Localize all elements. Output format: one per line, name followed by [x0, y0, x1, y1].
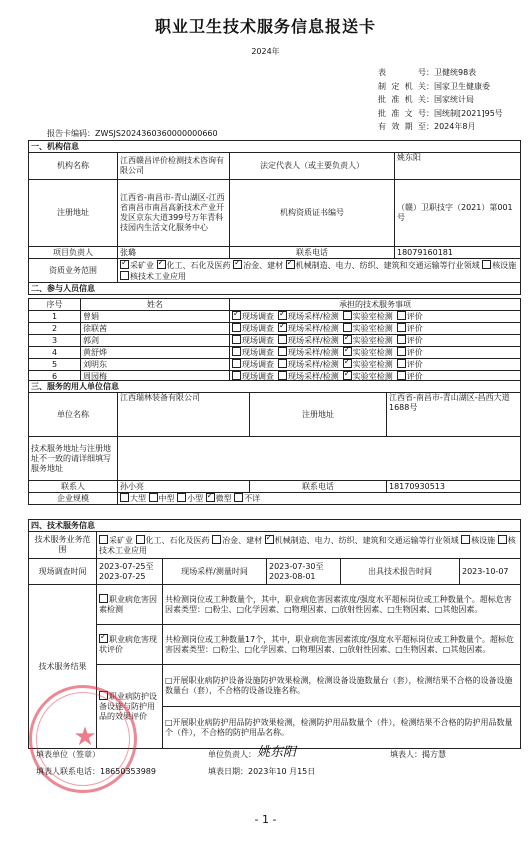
scope-item[interactable]: 冶金、建材 [212, 536, 262, 545]
task-label: 现场调查 [242, 336, 274, 345]
filler-row: 填表人：揭方慧 [390, 750, 446, 759]
person-no: 6 [29, 371, 81, 383]
checkbox[interactable] [343, 323, 352, 332]
people-row [29, 359, 521, 371]
checkbox[interactable] [397, 323, 406, 332]
person-name: 周园梅 [81, 371, 230, 383]
meta-row: 表 号：卫健统98表 [378, 68, 477, 77]
task-item[interactable] [278, 312, 339, 321]
report-label: 出具技术报告时间 [341, 559, 460, 585]
phone: 18079160181 [395, 247, 521, 259]
task-label: 评价 [406, 324, 423, 333]
task-label: 现场采样/检测 [288, 372, 339, 381]
task-item[interactable] [397, 336, 423, 345]
task-label: 现场调查 [242, 360, 274, 369]
cert-no: （赣）卫职技字（2021）第001号 [395, 180, 521, 247]
contact: 孙小亮 [118, 481, 250, 493]
checkbox[interactable] [397, 335, 406, 344]
task-item[interactable] [278, 336, 339, 345]
task-label: 实验室检测 [352, 348, 393, 357]
people-row [29, 347, 521, 359]
page-number: - 1 - [254, 813, 277, 826]
checkbox[interactable] [232, 323, 241, 332]
unit-addr-label: 注册地址 [250, 393, 387, 437]
phone-label: 联系电话 [230, 247, 395, 259]
person-name: 黄舒烨 [81, 347, 230, 359]
unit-addr: 江西省-南昌市-青山湖区-昌西大道1688号 [387, 393, 521, 437]
leader-label: 项目负责人 [29, 247, 118, 259]
checkbox[interactable] [232, 347, 241, 356]
service-scope-checkboxes [97, 532, 521, 559]
task-item[interactable] [397, 312, 423, 321]
person-name: 郭剑 [81, 335, 230, 347]
task-item[interactable] [343, 360, 393, 369]
size-item[interactable]: ✓ 微型 [206, 494, 232, 503]
unit-name-label: 单位名称 [29, 393, 118, 437]
person-name: 刘明东 [81, 359, 230, 371]
checkbox[interactable] [278, 347, 287, 356]
checkbox[interactable] [343, 347, 352, 356]
task-item[interactable] [343, 312, 393, 321]
service-scope-label: 技术服务业务范围 [29, 532, 97, 559]
checkbox[interactable] [206, 493, 215, 502]
filler-phone-row: 填表人联系电话：18650353989 [36, 767, 156, 776]
checkbox[interactable] [120, 493, 129, 502]
scope-item[interactable]: 核设施 [482, 261, 516, 270]
task-label: 现场采样/检测 [288, 312, 339, 321]
task-label: 实验室检测 [352, 360, 393, 369]
task-label: 评价 [406, 360, 423, 369]
task-item[interactable] [397, 360, 423, 369]
checkbox[interactable] [482, 260, 491, 269]
person-tasks [230, 359, 521, 371]
service-addr-label: 技术服务地址与注册地址不一致的请详细填写服务地址 [29, 437, 118, 481]
task-item[interactable] [278, 360, 339, 369]
task-label: 现场调查 [242, 348, 274, 357]
checkbox[interactable] [232, 371, 241, 380]
checkbox[interactable] [278, 311, 287, 320]
scope-item[interactable]: ✓ 机械制造、电力、纺织、建筑和交通运输等行业领域 [286, 261, 480, 270]
task-label: 现场调查 [242, 324, 274, 333]
size-item[interactable]: 不详 [234, 494, 260, 503]
checkbox[interactable] [99, 634, 108, 643]
scope-checkboxes [118, 259, 521, 283]
checkbox[interactable] [397, 311, 406, 320]
unit-leader-signature: 姚东阳 [257, 745, 297, 760]
checkbox[interactable] [149, 493, 158, 502]
result-text-protection-equipment: □开展职业病防护设备设施防护效果检测，检测设备设施数量台（套），检测结果不合格的设备设施数量台（套），不合格的设备设施名称。 [163, 665, 521, 707]
report-time: 2023-10-07 [460, 559, 521, 585]
result-type-detection: 职业病危害因素检测 [97, 585, 163, 625]
person-name: 徐联茜 [81, 323, 230, 335]
scope-item[interactable]: ✓采矿业 [120, 261, 154, 270]
people-row [29, 323, 521, 335]
size-label: 企业规模 [29, 493, 118, 505]
checkbox[interactable] [286, 260, 295, 269]
contact-phone-label: 联系电话 [250, 481, 387, 493]
task-label: 实验室检测 [352, 372, 393, 381]
checkbox[interactable] [498, 535, 507, 544]
task-item[interactable] [343, 324, 393, 333]
legal-rep-label: 法定代表人（或主要负责人） [230, 153, 395, 180]
task-item[interactable] [278, 324, 339, 333]
task-label: 现场采样/检测 [288, 336, 339, 345]
task-item[interactable] [343, 348, 393, 357]
scope-item[interactable]: 核技术工业应用 [120, 272, 186, 281]
task-label: 现场采样/检测 [288, 324, 339, 333]
meta-row: 制定机关：国家卫生健康委 [378, 81, 490, 91]
person-name: 曾娟 [81, 311, 230, 323]
checkbox[interactable] [278, 371, 287, 380]
checkbox[interactable] [265, 535, 274, 544]
checkbox[interactable] [99, 535, 108, 544]
checkbox[interactable] [397, 359, 406, 368]
checkbox[interactable] [232, 311, 241, 320]
checkbox[interactable] [232, 335, 241, 344]
cert-label: 机构资质证书编号 [230, 180, 395, 247]
checkbox[interactable] [397, 347, 406, 356]
people-row [29, 335, 521, 347]
checkbox[interactable] [177, 493, 186, 502]
result-type-evaluation: ✓职业病危害现状评价 [97, 625, 163, 665]
size-checkboxes [118, 493, 521, 505]
task-label: 现场采样/检测 [288, 360, 339, 369]
checkbox[interactable] [120, 271, 129, 280]
section-title: 一、机构信息 [29, 141, 521, 153]
section-title: 三、服务的用人单位信息 [29, 381, 521, 393]
checkbox[interactable] [343, 335, 352, 344]
task-item[interactable] [397, 348, 423, 357]
checkbox[interactable] [343, 311, 352, 320]
col-name: 姓名 [81, 299, 230, 311]
report-code: 报告卡编码：ZWSJS2024360360000000660 [47, 129, 218, 138]
task-label: 评价 [406, 312, 423, 321]
result-type-protection: 职业病防护设备设施与防护用品的效果评价 [97, 665, 163, 749]
result-text-evaluation: 共检测岗位或工种数量17个，其中，职业病危害因素浓度/强度水平超标岗位或工种数量个。超标危害因素类型：□粉尘、□化学因素、□物理因素、□放射性因素、□生物因素、□其他因素。 [163, 625, 521, 665]
col-no: 序号 [29, 299, 81, 311]
task-label: 现场调查 [242, 372, 274, 381]
people-row [29, 311, 521, 323]
checkbox[interactable] [278, 323, 287, 332]
checkbox[interactable] [278, 359, 287, 368]
scope-item[interactable]: 核设施 [461, 536, 495, 545]
meta-row: 批准文号：国统制[2021]95号 [378, 108, 503, 118]
checkbox[interactable] [397, 371, 406, 380]
result-text-protection-ppe: □开展职业病防护用品防护效果检测，检测防护用品数量个（件），检测结果不合格的防护用品数量个（件），不合格的防护用品名称。 [163, 707, 521, 749]
person-no: 2 [29, 323, 81, 335]
contact-label: 联系人 [29, 481, 118, 493]
checkbox[interactable] [120, 260, 129, 269]
task-item[interactable] [232, 336, 274, 345]
checkbox[interactable] [157, 260, 166, 269]
person-tasks [230, 323, 521, 335]
report-year: 2024年 [251, 47, 280, 56]
scope-label: 资质业务范围 [29, 259, 118, 283]
section-title: 二、参与人员信息 [29, 283, 521, 295]
task-label: 实验室检测 [352, 324, 393, 333]
page-title: 职业卫生技术服务信息报送卡 [154, 17, 376, 36]
sampling-label: 现场采样/测量时间 [163, 559, 267, 585]
person-tasks [230, 347, 521, 359]
survey-time: 2023-07-25至2023-07-25 [97, 559, 163, 585]
org-name: 江西赣昌评价检测技术咨询有限公司 [118, 153, 230, 180]
checkbox[interactable] [136, 535, 145, 544]
org-name-label: 机构名称 [29, 153, 118, 180]
task-item[interactable] [343, 336, 393, 345]
scope-item[interactable]: 化工、石化及医药 [136, 536, 210, 545]
result-text-detection: 共检测岗位或工种数量个，其中，职业病危害因素浓度/强度水平超标岗位或工种数量个。超标危害因素类型：□粉尘、□化学因素、□物理因素、□放射性因素、□生物因素、□其他因素。 [163, 585, 521, 625]
checkbox[interactable] [278, 335, 287, 344]
task-label: 评价 [406, 336, 423, 345]
meta-row: 批准机关：国家统计局 [378, 95, 474, 104]
result-label: 技术服务结果 [29, 585, 97, 749]
task-label: 评价 [406, 348, 423, 357]
task-label: 评价 [406, 372, 423, 381]
task-label: 现场采样/检测 [288, 348, 339, 357]
section-title: 四、技术服务信息 [29, 520, 521, 532]
unit-info-table [28, 380, 521, 505]
person-tasks [230, 311, 521, 323]
person-no: 1 [29, 311, 81, 323]
col-items: 承担的技术服务事项 [230, 299, 521, 311]
scope-item[interactable]: ✓ 冶金、建材 [233, 261, 283, 270]
org-info-table [28, 140, 521, 295]
survey-label: 现场调查时间 [29, 559, 97, 585]
checkbox[interactable] [234, 493, 243, 502]
unit-leader-label: 单位负责人： [208, 750, 256, 759]
checkbox[interactable] [461, 535, 470, 544]
meta-row: 有效期至：2024年8月 [378, 122, 476, 131]
form-meta [378, 66, 503, 134]
checkbox[interactable] [343, 371, 352, 380]
contact-phone: 18170930513 [387, 481, 521, 493]
checkbox[interactable] [99, 594, 108, 603]
checkbox[interactable] [233, 260, 242, 269]
scope-item[interactable]: 核技术工业应用 [99, 535, 516, 555]
task-item[interactable] [278, 348, 339, 357]
task-label: 实验室检测 [352, 312, 393, 321]
people-table [28, 298, 521, 383]
task-label: 现场调查 [242, 312, 274, 321]
scope-item[interactable]: 采矿业 [99, 536, 133, 545]
task-item[interactable] [232, 348, 274, 357]
address: 江西省-南昌市-青山湖区-江西省南昌市南昌高新技术产业开发区京东大道399号万年青科技园内生活文化服务中心 [118, 180, 230, 247]
scope-item[interactable]: ✓ 机械制造、电力、纺织、建筑和交通运输等行业领域 [265, 536, 459, 545]
service-addr [118, 437, 521, 481]
unit-name: 江西瑞林装备有限公司 [118, 393, 250, 437]
legal-rep: 姚东阳 [395, 153, 521, 180]
task-item[interactable] [232, 324, 274, 333]
size-item[interactable]: 小型 [177, 494, 203, 503]
person-no: 5 [29, 359, 81, 371]
task-item[interactable] [397, 324, 423, 333]
task-item[interactable] [232, 312, 274, 321]
sampling-time: 2023-07-30至2023-08-01 [267, 559, 341, 585]
leader: 张璐 [118, 247, 230, 259]
size-item[interactable]: 大型 [120, 494, 146, 503]
task-label: 实验室检测 [352, 336, 393, 345]
task-item[interactable] [232, 360, 274, 369]
checkbox[interactable] [212, 535, 221, 544]
checkbox[interactable] [343, 359, 352, 368]
scope-item[interactable]: ✓ 化工、石化及医药 [157, 261, 231, 270]
size-item[interactable]: 中型 [149, 494, 175, 503]
person-no: 3 [29, 335, 81, 347]
person-no: 4 [29, 347, 81, 359]
address-label: 注册地址 [29, 180, 118, 247]
fill-unit-label: 填表单位（签章） [36, 750, 100, 759]
person-tasks [230, 335, 521, 347]
seal-star-icon: ★ [73, 722, 97, 752]
checkbox[interactable] [232, 359, 241, 368]
fill-date-row: 填表日期：2023年10 月15日 [208, 767, 316, 776]
